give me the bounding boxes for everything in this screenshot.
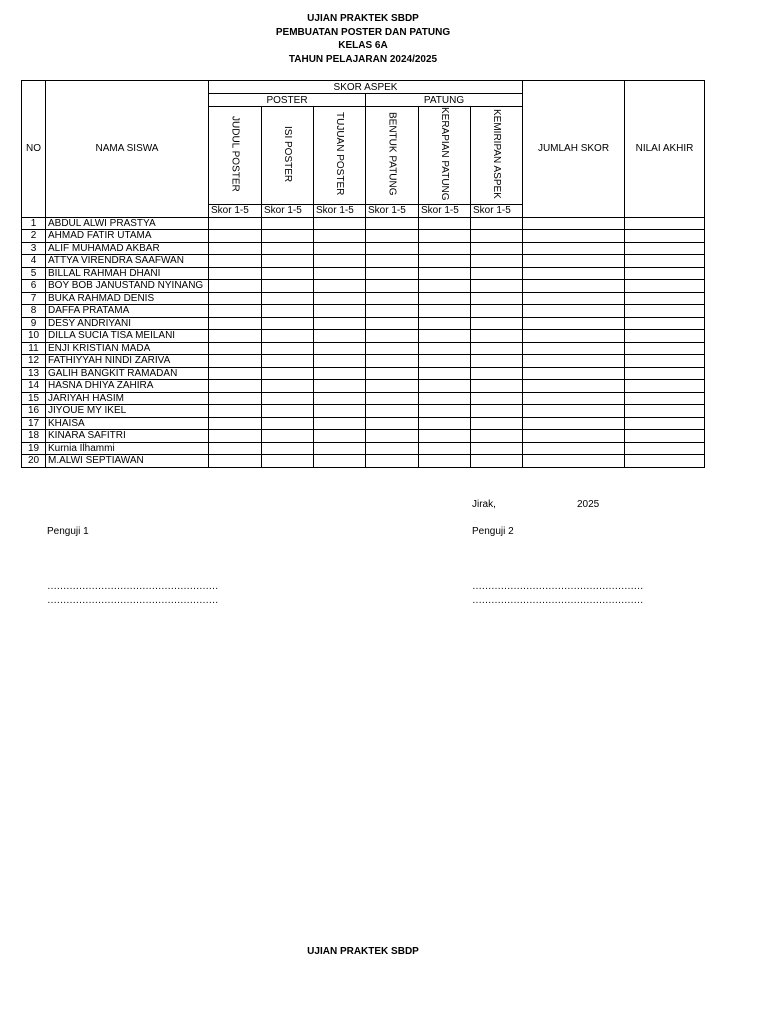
score-cell[interactable] — [471, 317, 523, 330]
score-cell[interactable] — [314, 392, 366, 405]
header-aspect-bentuk-patung — [366, 107, 419, 205]
score-cell[interactable] — [262, 442, 314, 455]
score-cell[interactable] — [471, 280, 523, 293]
header-aspect-judul-poster — [209, 107, 262, 205]
score-cell[interactable] — [314, 430, 366, 443]
score-cell[interactable] — [471, 367, 523, 380]
score-cell[interactable] — [419, 317, 471, 330]
title-line-4: TAHUN PELAJARAN 2024/2025 — [288, 53, 438, 65]
row-number: 7 — [22, 292, 46, 305]
table-row — [22, 417, 705, 430]
table-row — [22, 367, 705, 380]
score-cell[interactable] — [419, 342, 471, 355]
footer-title: UJIAN PRAKTEK SBDP — [307, 946, 419, 957]
score-cell[interactable] — [419, 330, 471, 343]
student-name: HASNA DHIYA ZAHIRA — [46, 380, 209, 393]
student-name: FATHIYYAH NINDI ZARIVA — [46, 355, 209, 368]
score-cell[interactable] — [209, 267, 262, 280]
total-score-cell[interactable] — [523, 380, 625, 393]
total-score-cell[interactable] — [523, 455, 625, 468]
final-grade-cell[interactable] — [625, 392, 705, 405]
total-score-cell[interactable] — [523, 442, 625, 455]
score-cell[interactable] — [366, 417, 419, 430]
examiner-1-name-line: ……………………………………………… — [47, 581, 218, 592]
score-cell[interactable] — [209, 442, 262, 455]
final-grade-cell[interactable] — [625, 405, 705, 418]
score-cell[interactable] — [366, 255, 419, 268]
score-table — [21, 80, 705, 468]
score-cell[interactable] — [419, 380, 471, 393]
total-score-cell[interactable] — [523, 317, 625, 330]
final-grade-cell[interactable] — [625, 430, 705, 443]
score-cell[interactable] — [209, 355, 262, 368]
table-row — [22, 455, 705, 468]
score-cell[interactable] — [471, 230, 523, 243]
score-cell[interactable] — [366, 455, 419, 468]
table-row — [22, 355, 705, 368]
score-cell[interactable] — [262, 292, 314, 305]
student-name: DESY ANDRIYANI — [46, 317, 209, 330]
row-number: 17 — [22, 417, 46, 430]
final-grade-cell[interactable] — [625, 417, 705, 430]
student-name: GALIH BANGKIT RAMADAN — [46, 367, 209, 380]
score-cell[interactable] — [209, 405, 262, 418]
aspect-label: KERAPIAN PATUNG — [439, 107, 450, 201]
score-cell[interactable] — [262, 455, 314, 468]
total-score-cell[interactable] — [523, 405, 625, 418]
student-name: DILLA SUCIA TISA MEILANI — [46, 330, 209, 343]
score-cell[interactable] — [419, 292, 471, 305]
score-cell[interactable] — [419, 455, 471, 468]
score-cell[interactable] — [471, 355, 523, 368]
score-cell[interactable] — [209, 217, 262, 230]
student-name: Kurnia Ilhammi — [46, 442, 209, 455]
final-grade-cell[interactable] — [625, 367, 705, 380]
score-cell[interactable] — [262, 355, 314, 368]
total-score-cell[interactable] — [523, 330, 625, 343]
score-cell[interactable] — [419, 305, 471, 318]
score-cell[interactable] — [419, 217, 471, 230]
header-aspect-tujuan-poster — [314, 107, 366, 205]
score-cell[interactable] — [419, 355, 471, 368]
score-cell[interactable] — [419, 367, 471, 380]
score-cell[interactable] — [471, 242, 523, 255]
score-cell[interactable] — [209, 255, 262, 268]
score-cell[interactable] — [209, 455, 262, 468]
final-grade-cell[interactable] — [625, 355, 705, 368]
score-cell[interactable] — [209, 317, 262, 330]
header-aspect-kerapian-patung — [419, 107, 471, 205]
header-group-poster: POSTER — [209, 94, 366, 107]
score-cell[interactable] — [314, 317, 366, 330]
row-number: 9 — [22, 317, 46, 330]
table-row — [22, 217, 705, 230]
score-range-label: Skor 1-5 — [471, 204, 523, 217]
document-title-block — [0, 12, 726, 66]
total-score-cell[interactable] — [523, 305, 625, 318]
score-cell[interactable] — [419, 442, 471, 455]
score-cell[interactable] — [314, 217, 366, 230]
score-range-label: Skor 1-5 — [366, 204, 419, 217]
score-cell[interactable] — [262, 217, 314, 230]
header-skor-aspek: SKOR ASPEK — [209, 81, 523, 94]
student-name: BILLAL RAHMAH DHANI — [46, 267, 209, 280]
row-number: 2 — [22, 230, 46, 243]
student-name: KHAISA — [46, 417, 209, 430]
score-cell[interactable] — [209, 342, 262, 355]
row-number: 11 — [22, 342, 46, 355]
score-cell[interactable] — [262, 280, 314, 293]
header-jumlah-skor: JUMLAH SKOR — [523, 81, 625, 218]
score-cell[interactable] — [262, 330, 314, 343]
score-cell[interactable] — [314, 242, 366, 255]
aspect-label: ISI POSTER — [282, 125, 293, 182]
final-grade-cell[interactable] — [625, 342, 705, 355]
aspect-label: KEMIRIPAN ASPEK — [491, 108, 502, 199]
score-cell[interactable] — [366, 217, 419, 230]
score-range-label: Skor 1-5 — [314, 204, 366, 217]
score-cell[interactable] — [314, 280, 366, 293]
score-cell[interactable] — [366, 317, 419, 330]
score-cell[interactable] — [314, 342, 366, 355]
title-line-3: KELAS 6A — [338, 40, 388, 51]
aspect-label: TUJUAN POSTER — [334, 112, 345, 196]
score-cell[interactable] — [262, 317, 314, 330]
score-cell[interactable] — [262, 392, 314, 405]
score-cell[interactable] — [262, 230, 314, 243]
score-cell[interactable] — [209, 330, 262, 343]
header-group-patung: PATUNG — [366, 94, 523, 107]
score-cell[interactable] — [209, 242, 262, 255]
score-cell[interactable] — [419, 430, 471, 443]
examiner-2-name-line: ……………………………………………… — [472, 581, 643, 592]
table-row — [22, 255, 705, 268]
score-cell[interactable] — [471, 417, 523, 430]
row-number: 10 — [22, 330, 46, 343]
score-cell[interactable] — [262, 305, 314, 318]
score-cell[interactable] — [366, 230, 419, 243]
total-score-cell[interactable] — [523, 342, 625, 355]
score-cell[interactable] — [471, 217, 523, 230]
score-cell[interactable] — [366, 380, 419, 393]
final-grade-cell[interactable] — [625, 455, 705, 468]
row-number: 13 — [22, 367, 46, 380]
score-cell[interactable] — [314, 417, 366, 430]
score-cell[interactable] — [314, 455, 366, 468]
score-cell[interactable] — [209, 367, 262, 380]
score-cell[interactable] — [471, 392, 523, 405]
total-score-cell[interactable] — [523, 355, 625, 368]
table-row — [22, 392, 705, 405]
score-cell[interactable] — [471, 292, 523, 305]
score-cell[interactable] — [471, 305, 523, 318]
header-aspect-kemiripan-aspek — [471, 107, 523, 205]
row-number: 16 — [22, 405, 46, 418]
score-cell[interactable] — [419, 230, 471, 243]
score-cell[interactable] — [419, 255, 471, 268]
score-cell[interactable] — [314, 367, 366, 380]
score-cell[interactable] — [471, 430, 523, 443]
score-cell[interactable] — [262, 380, 314, 393]
total-score-cell[interactable] — [523, 417, 625, 430]
table-row — [22, 280, 705, 293]
score-cell[interactable] — [366, 355, 419, 368]
score-cell[interactable] — [366, 330, 419, 343]
score-cell[interactable] — [419, 242, 471, 255]
score-cell[interactable] — [471, 330, 523, 343]
title-line-1: UJIAN PRAKTEK SBDP — [307, 13, 419, 24]
student-name: JIYOUE MY IKEL — [46, 405, 209, 418]
total-score-cell[interactable] — [523, 230, 625, 243]
score-range-label: Skor 1-5 — [262, 204, 314, 217]
student-name: ATTYA VIRENDRA SAAFWAN — [46, 255, 209, 268]
score-cell[interactable] — [366, 267, 419, 280]
score-cell[interactable] — [419, 405, 471, 418]
table-row — [22, 317, 705, 330]
row-number: 18 — [22, 430, 46, 443]
score-cell[interactable] — [262, 242, 314, 255]
table-row — [22, 430, 705, 443]
score-cell[interactable] — [314, 355, 366, 368]
score-cell[interactable] — [262, 430, 314, 443]
score-cell[interactable] — [366, 405, 419, 418]
header-nilai-akhir: NILAI AKHIR — [625, 81, 705, 218]
table-row — [22, 305, 705, 318]
score-cell[interactable] — [314, 292, 366, 305]
score-cell[interactable] — [366, 342, 419, 355]
aspect-label: BENTUK PATUNG — [386, 112, 398, 196]
examiner-1-label: Penguji 1 — [47, 526, 89, 537]
header-aspect-isi-poster — [262, 107, 314, 205]
table-row — [22, 230, 705, 243]
aspect-label: JUDUL POSTER — [229, 115, 241, 192]
row-number: 19 — [22, 442, 46, 455]
table-row — [22, 267, 705, 280]
total-score-cell[interactable] — [523, 267, 625, 280]
row-number: 12 — [22, 355, 46, 368]
examiner-1-id-line: ……………………………………………… — [47, 595, 218, 606]
student-name: AHMAD FATIR UTAMA — [46, 230, 209, 243]
score-cell[interactable] — [262, 367, 314, 380]
score-cell[interactable] — [262, 255, 314, 268]
row-number: 3 — [22, 242, 46, 255]
header-no: NO — [22, 81, 46, 218]
total-score-cell[interactable] — [523, 367, 625, 380]
row-number: 15 — [22, 392, 46, 405]
row-number: 8 — [22, 305, 46, 318]
score-range-label: Skor 1-5 — [209, 204, 262, 217]
signature-place: Jirak, — [472, 499, 496, 510]
score-cell[interactable] — [419, 267, 471, 280]
header-nama-siswa: NAMA SISWA — [46, 81, 209, 218]
student-name: KINARA SAFITRI — [46, 430, 209, 443]
examiner-2-label: Penguji 2 — [472, 526, 514, 537]
total-score-cell[interactable] — [523, 255, 625, 268]
table-row — [22, 405, 705, 418]
total-score-cell[interactable] — [523, 392, 625, 405]
total-score-cell[interactable] — [523, 280, 625, 293]
table-row — [22, 380, 705, 393]
final-grade-cell[interactable] — [625, 330, 705, 343]
final-grade-cell[interactable] — [625, 217, 705, 230]
score-cell[interactable] — [314, 305, 366, 318]
student-name: ABDUL ALWI PRASTYA — [46, 217, 209, 230]
final-grade-cell[interactable] — [625, 242, 705, 255]
score-cell[interactable] — [209, 392, 262, 405]
score-cell[interactable] — [366, 280, 419, 293]
score-cell[interactable] — [209, 292, 262, 305]
row-number: 5 — [22, 267, 46, 280]
examiner-2-id-line: ……………………………………………… — [472, 595, 643, 606]
student-name: ENJI KRISTIAN MADA — [46, 342, 209, 355]
score-cell[interactable] — [366, 242, 419, 255]
row-number: 20 — [22, 455, 46, 468]
final-grade-cell[interactable] — [625, 292, 705, 305]
table-row — [22, 342, 705, 355]
total-score-cell[interactable] — [523, 292, 625, 305]
score-cell[interactable] — [314, 267, 366, 280]
score-cell[interactable] — [314, 405, 366, 418]
score-cell[interactable] — [471, 405, 523, 418]
student-name: ALIF MUHAMAD AKBAR — [46, 242, 209, 255]
final-grade-cell[interactable] — [625, 305, 705, 318]
score-cell[interactable] — [471, 267, 523, 280]
score-cell[interactable] — [471, 342, 523, 355]
final-grade-cell[interactable] — [625, 267, 705, 280]
score-cell[interactable] — [314, 380, 366, 393]
score-cell[interactable] — [314, 442, 366, 455]
final-grade-cell[interactable] — [625, 317, 705, 330]
student-name: BUKA RAHMAD DENIS — [46, 292, 209, 305]
row-number: 6 — [22, 280, 46, 293]
student-name: M.ALWI SEPTIAWAN — [46, 455, 209, 468]
score-cell[interactable] — [314, 255, 366, 268]
score-cell[interactable] — [366, 392, 419, 405]
score-cell[interactable] — [419, 417, 471, 430]
score-cell[interactable] — [366, 305, 419, 318]
student-name: DAFFA PRATAMA — [46, 305, 209, 318]
score-cell[interactable] — [262, 267, 314, 280]
score-cell[interactable] — [262, 417, 314, 430]
score-cell[interactable] — [366, 430, 419, 443]
table-row — [22, 242, 705, 255]
score-cell[interactable] — [419, 392, 471, 405]
row-number: 14 — [22, 380, 46, 393]
score-cell[interactable] — [471, 255, 523, 268]
table-row — [22, 442, 705, 455]
score-cell[interactable] — [366, 442, 419, 455]
score-cell[interactable] — [209, 380, 262, 393]
score-cell[interactable] — [209, 305, 262, 318]
total-score-cell[interactable] — [523, 430, 625, 443]
row-number: 1 — [22, 217, 46, 230]
student-name: JARIYAH HASIM — [46, 392, 209, 405]
final-grade-cell[interactable] — [625, 230, 705, 243]
score-cell[interactable] — [471, 442, 523, 455]
score-cell[interactable] — [209, 430, 262, 443]
total-score-cell[interactable] — [523, 242, 625, 255]
final-grade-cell[interactable] — [625, 442, 705, 455]
table-row — [22, 292, 705, 305]
row-number: 4 — [22, 255, 46, 268]
score-cell[interactable] — [471, 380, 523, 393]
table-row — [22, 330, 705, 343]
final-grade-cell[interactable] — [625, 280, 705, 293]
score-cell[interactable] — [314, 230, 366, 243]
score-cell[interactable] — [366, 367, 419, 380]
student-name: BOY BOB JANUSTAND NYINANG — [46, 280, 209, 293]
title-line-2: PEMBUATAN POSTER DAN PATUNG — [275, 26, 451, 38]
score-cell[interactable] — [262, 405, 314, 418]
score-cell[interactable] — [209, 417, 262, 430]
score-cell[interactable] — [366, 292, 419, 305]
final-grade-cell[interactable] — [625, 255, 705, 268]
score-cell[interactable] — [471, 455, 523, 468]
score-cell[interactable] — [419, 280, 471, 293]
score-cell[interactable] — [314, 330, 366, 343]
final-grade-cell[interactable] — [625, 380, 705, 393]
signature-year: 2025 — [577, 499, 600, 510]
score-cell[interactable] — [262, 342, 314, 355]
score-cell[interactable] — [209, 280, 262, 293]
score-cell[interactable] — [209, 230, 262, 243]
total-score-cell[interactable] — [523, 217, 625, 230]
score-range-label: Skor 1-5 — [419, 204, 471, 217]
